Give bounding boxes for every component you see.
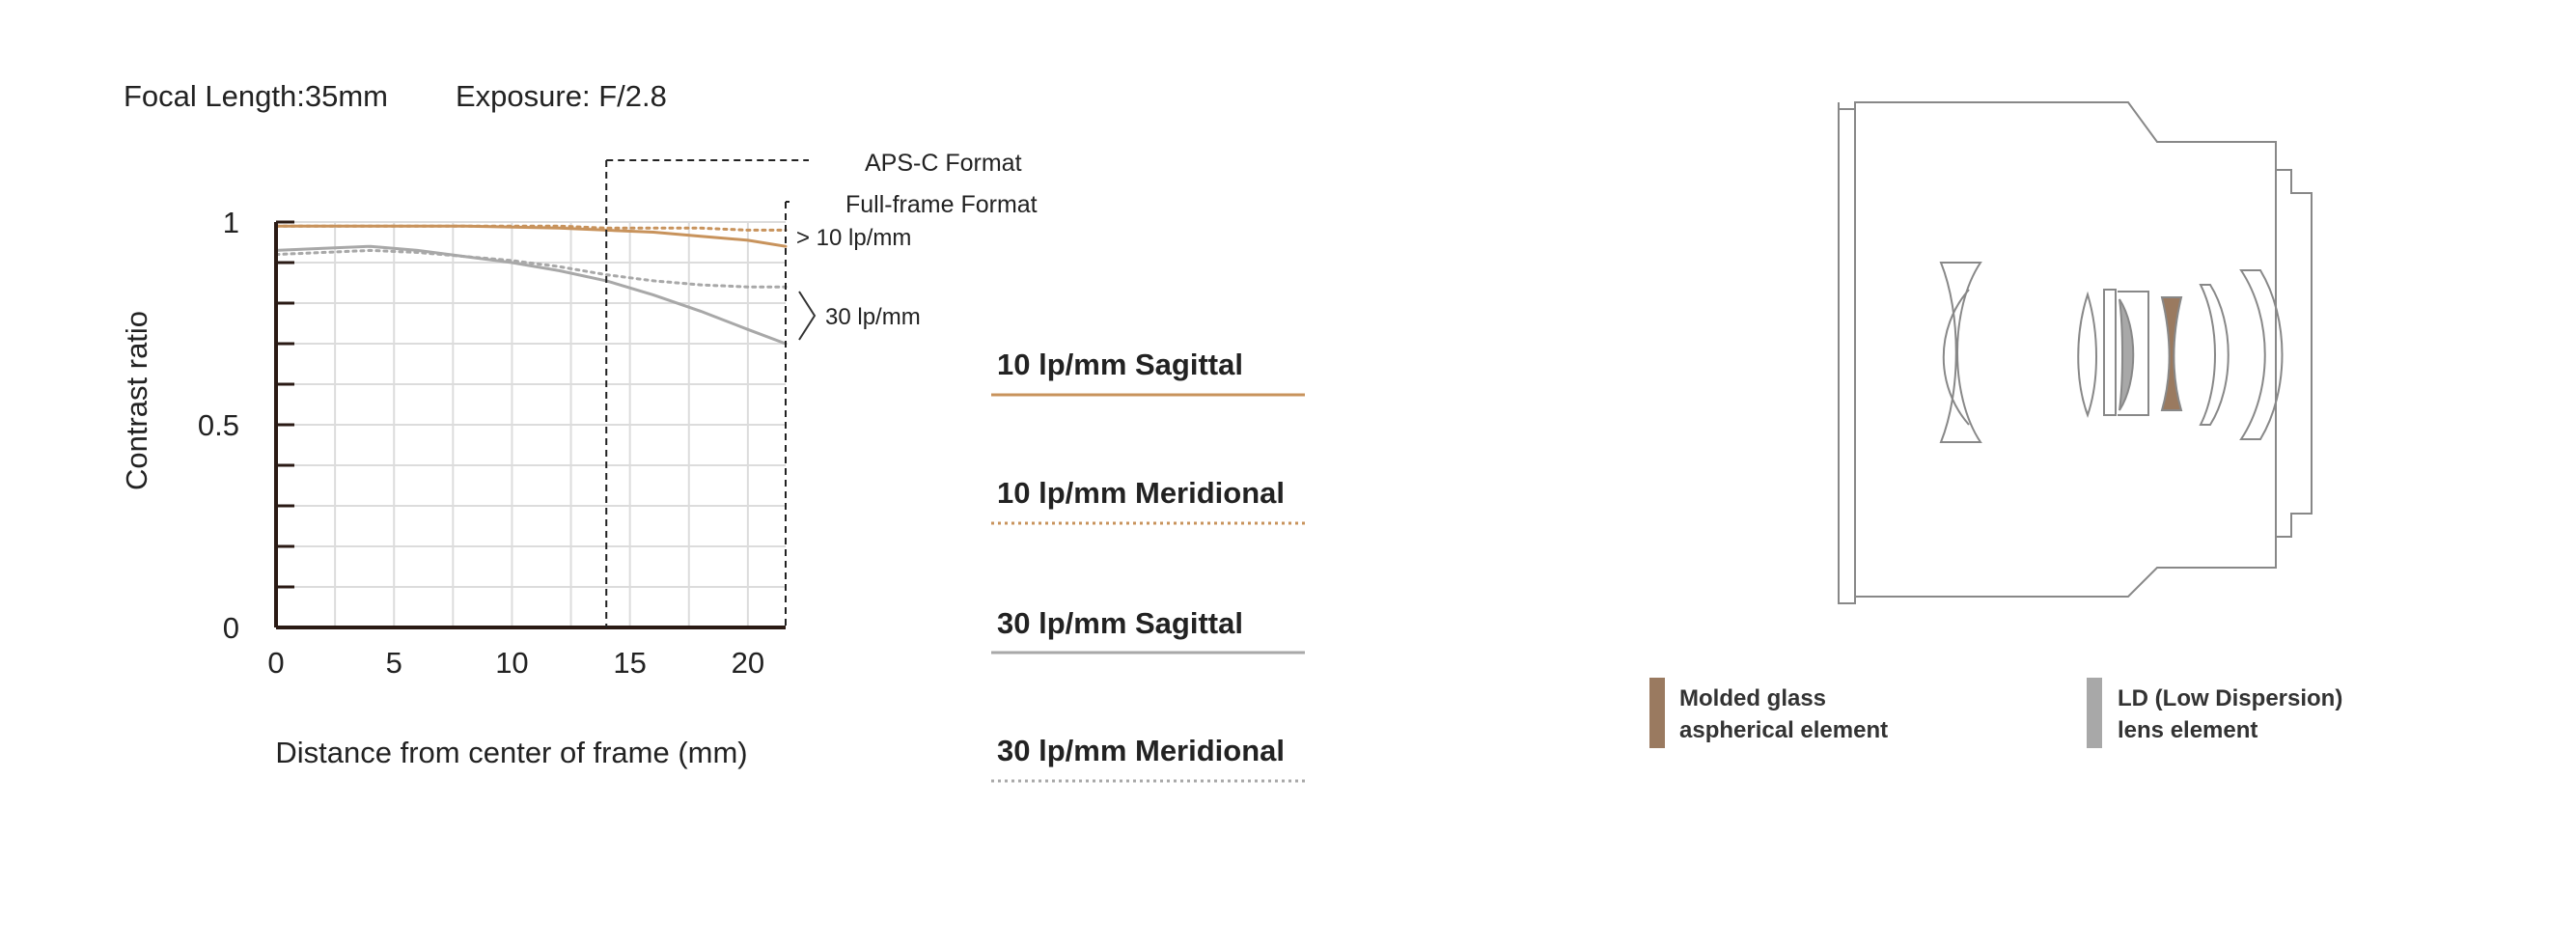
lens-barrel-outline bbox=[1839, 102, 2312, 603]
series-line-3 bbox=[276, 250, 786, 287]
y-tick-label: 1 bbox=[222, 206, 239, 239]
lens-element-4 bbox=[2104, 290, 2116, 415]
lens-element-7 bbox=[2201, 285, 2229, 425]
legend-label-30-sagittal: 30 lp/mm Sagittal bbox=[997, 606, 1243, 640]
legend-text-ld-line1: LD (Low Dispersion) bbox=[2118, 685, 2343, 711]
legend-text-ld-line2: lens element bbox=[2118, 717, 2258, 743]
group-bracket-30lp bbox=[799, 292, 815, 340]
group-label-30lp: 30 lp/mm bbox=[825, 304, 921, 330]
plot-axes bbox=[198, 206, 786, 680]
plot-series bbox=[276, 226, 786, 344]
lens-cross-section-diagram bbox=[1839, 102, 2312, 603]
x-tick-label: 15 bbox=[613, 646, 647, 680]
y-axis-label: Contrast ratio bbox=[120, 310, 153, 491]
y-tick-label: 0.5 bbox=[197, 408, 239, 442]
x-tick-label: 0 bbox=[267, 646, 285, 680]
format-marker-label: Full-frame Format bbox=[845, 191, 1038, 218]
x-axis-label: Distance from center of frame (mm) bbox=[275, 736, 748, 769]
legend-text-molded-glass-line1: Molded glass bbox=[1679, 685, 1827, 711]
legend-text-molded-glass-line2: aspherical element bbox=[1679, 717, 1889, 743]
plot-grid bbox=[276, 222, 786, 627]
legend-label-10-meridional: 10 lp/mm Meridional bbox=[997, 476, 1286, 510]
lens-legend bbox=[1649, 678, 2342, 748]
legend-swatch-ld bbox=[2087, 678, 2102, 748]
lens-element-3 bbox=[2078, 294, 2096, 415]
x-tick-label: 10 bbox=[495, 646, 529, 680]
x-tick-label: 5 bbox=[385, 646, 402, 680]
y-tick-label: 0 bbox=[222, 611, 239, 645]
x-tick-label: 20 bbox=[731, 646, 765, 680]
focal-length-label: Focal Length:35mm bbox=[124, 79, 388, 113]
aspherical-element bbox=[2162, 297, 2181, 410]
chart-legend bbox=[991, 348, 1305, 781]
ld-element bbox=[2119, 299, 2133, 410]
group-label-10lp: > 10 lp/mm bbox=[796, 225, 912, 251]
format-marker-label: APS-C Format bbox=[865, 150, 1022, 177]
legend-swatch-molded-glass bbox=[1649, 678, 1665, 748]
legend-label-10-sagittal: 10 lp/mm Sagittal bbox=[997, 348, 1243, 381]
exposure-label: Exposure: F/2.8 bbox=[456, 79, 667, 113]
series-line-2 bbox=[276, 246, 786, 344]
legend-label-30-meridional: 30 lp/mm Meridional bbox=[997, 734, 1286, 767]
